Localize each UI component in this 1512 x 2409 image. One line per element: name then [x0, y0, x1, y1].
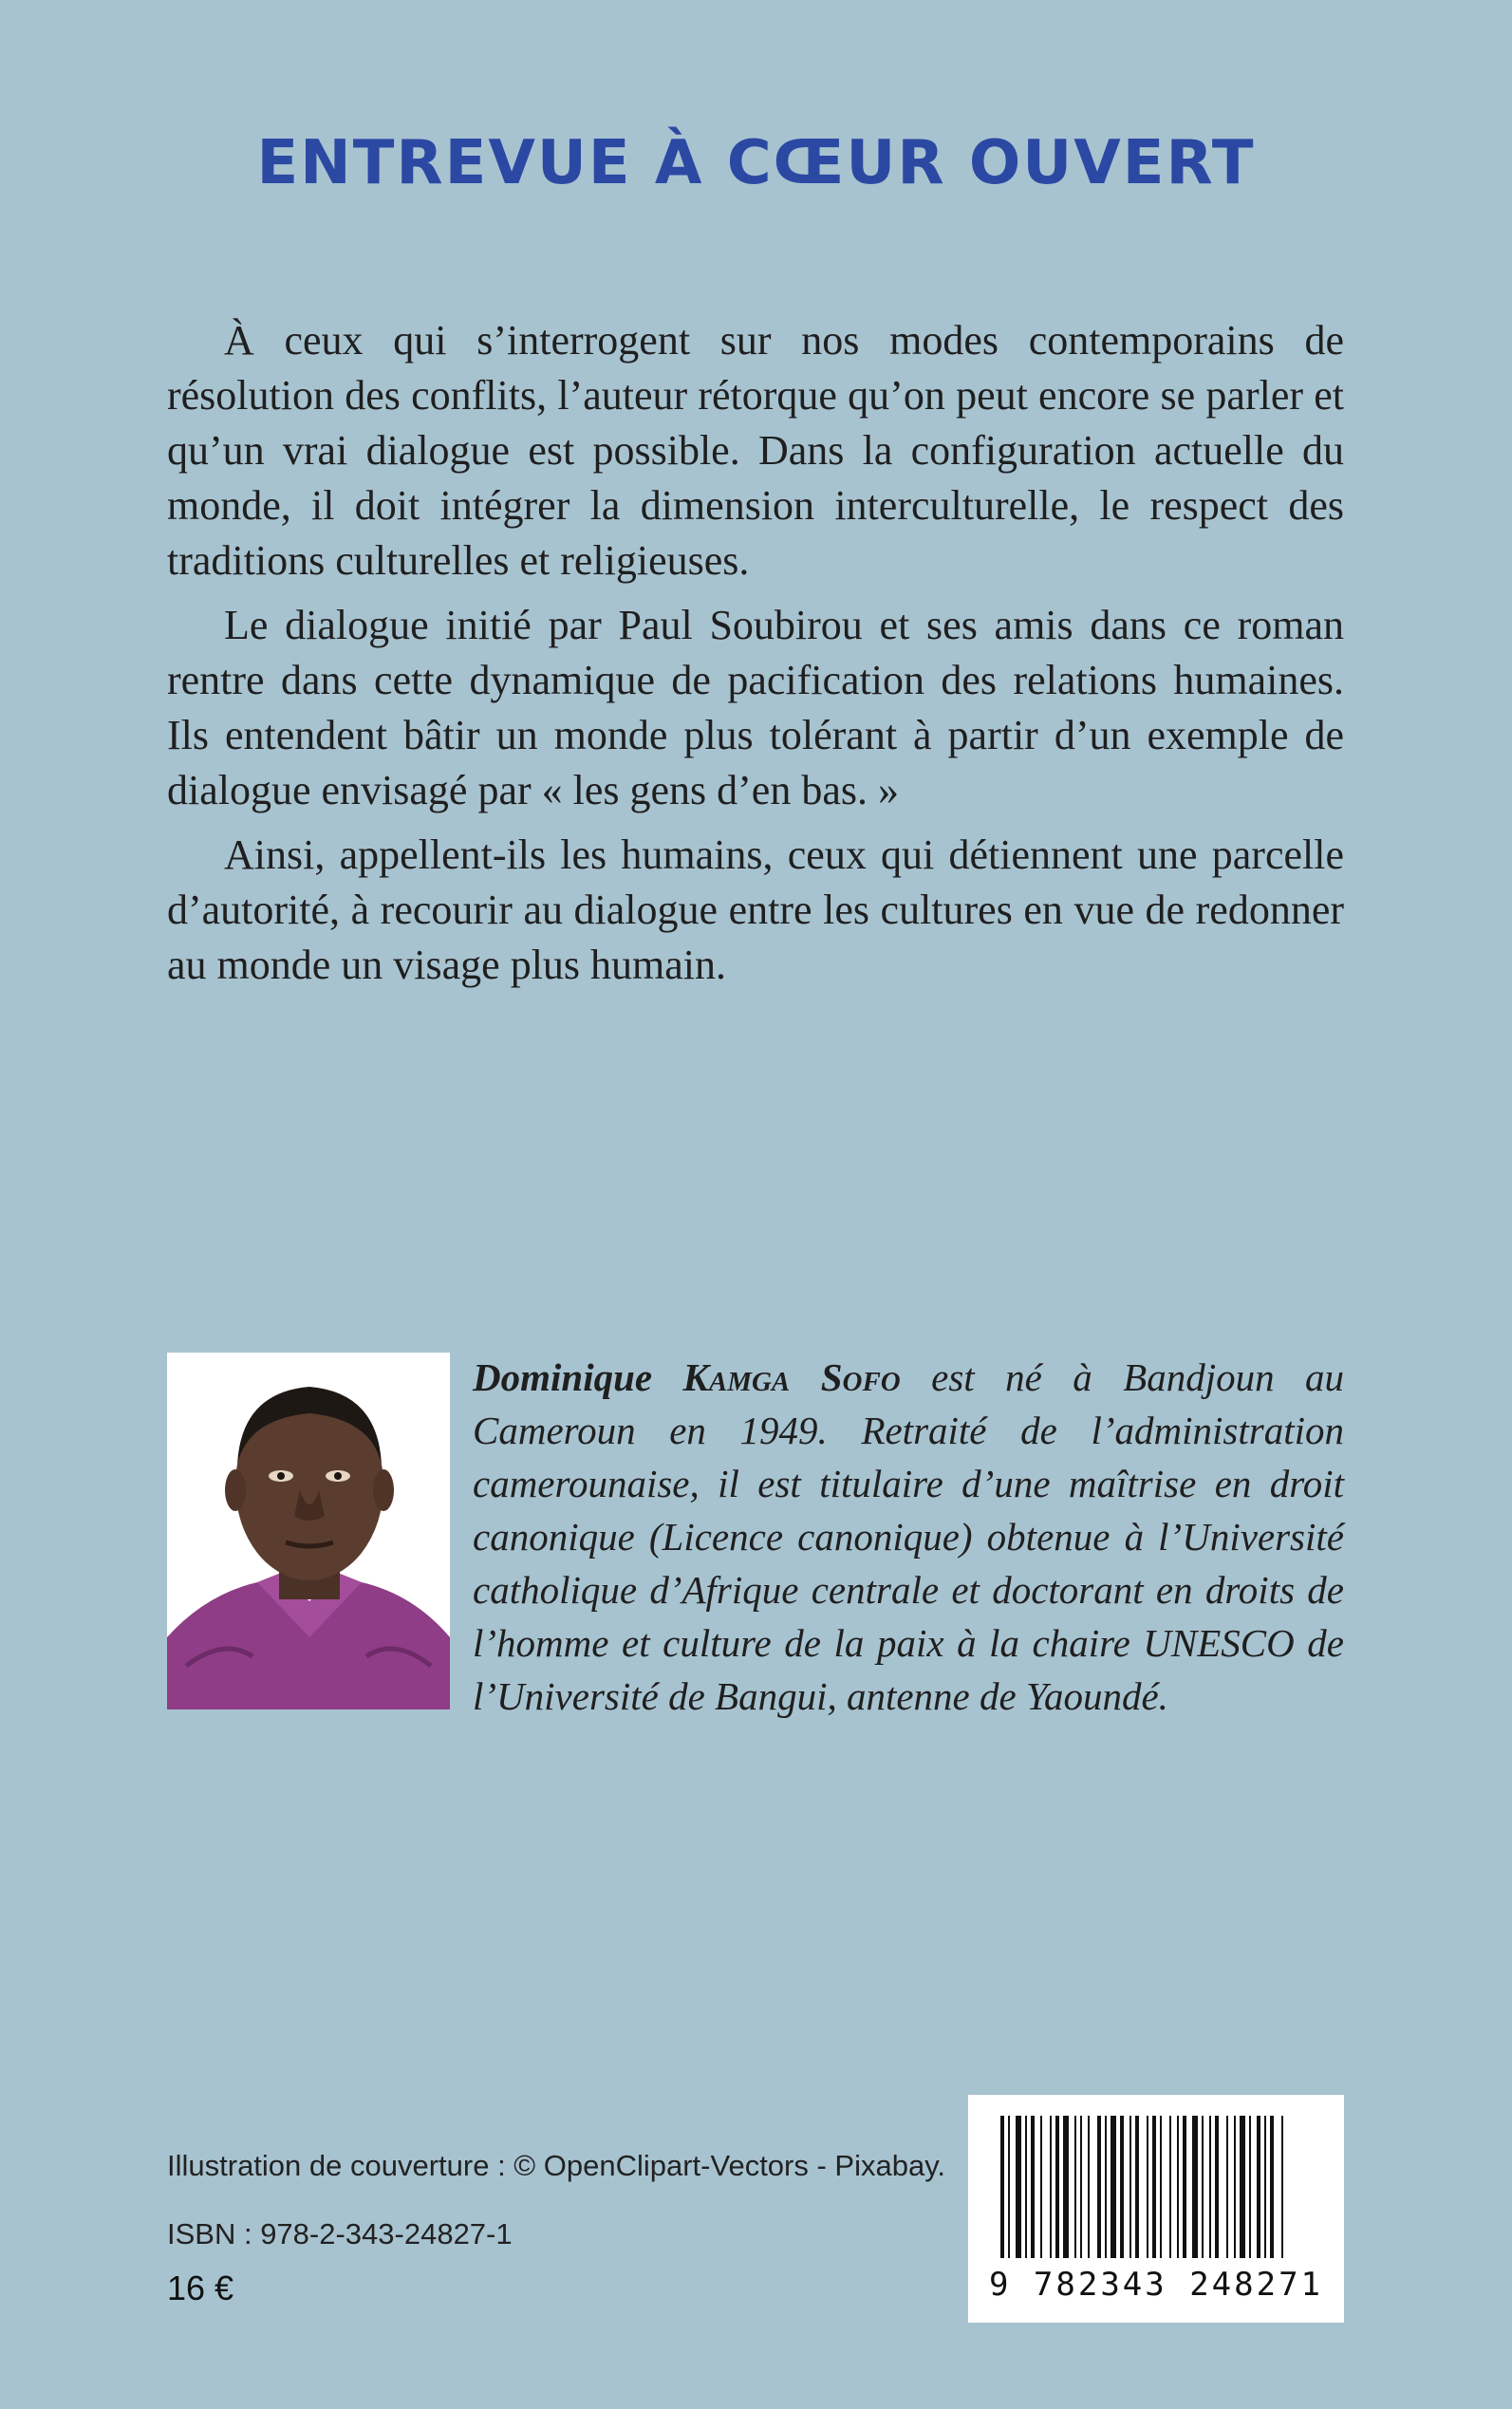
blurb-paragraph: Le dialogue initié par Paul Soubirou et ses amis dans ce roman rentre dans cette dynamique de pacification des relations humaines. Ils entendent bâtir un monde plus tolérant à partir d’un exemple de dialogue envisagé par « les gens d’en bas. » [167, 602, 1344, 813]
blurb-paragraph: Ainsi, appellent-ils les humains, ceux qui détiennent une parcelle d’autorité, à recourir au dialogue entre les cultures en vue de redonner au monde un visage plus humain. [167, 831, 1344, 988]
cover-title: ENTREVUE À CŒUR OUVERT [256, 128, 1256, 198]
isbn: ISBN : 978-2-343-24827-1 [167, 2217, 513, 2250]
author-first-name: Dominique [473, 1355, 653, 1399]
blurb-text [167, 313, 1344, 1002]
price: 16 € [167, 2269, 234, 2307]
author-photo [167, 1353, 450, 1709]
blurb-paragraph: À ceux qui s’interrogent sur nos modes contemporains de résolution des conflits, l’auteur rétorque qu’on peut encore se parler et qu’un vrai dialogue est possible. Dans la configuration actuelle du monde, il doit intégrer la dimension interculturelle, le respect des traditions culturelles et religieuses. [167, 317, 1344, 584]
barcode-number: 9 782343 248271 [988, 2266, 1324, 2304]
illustration-credit: Illustration de couverture : © OpenClipart-Vectors - Pixabay. [167, 2149, 946, 2182]
author-bio [473, 1351, 1344, 1723]
barcode [968, 2095, 1344, 2323]
author-last-name: Kamga Sofo [682, 1355, 901, 1399]
author-bio-text: est né à Bandjoun au Cameroun en 1949. Retraité de l’administration camerounaise, il est titulaire d’une maîtrise en droit canonique (Licence canonique) obtenue à l’Université catholique d’Afrique centrale et doctorant en droits de l’homme et culture de la paix à la chaire UNESCO de l’Université de Bangui, antenne de Yaoundé. [473, 1355, 1344, 1718]
